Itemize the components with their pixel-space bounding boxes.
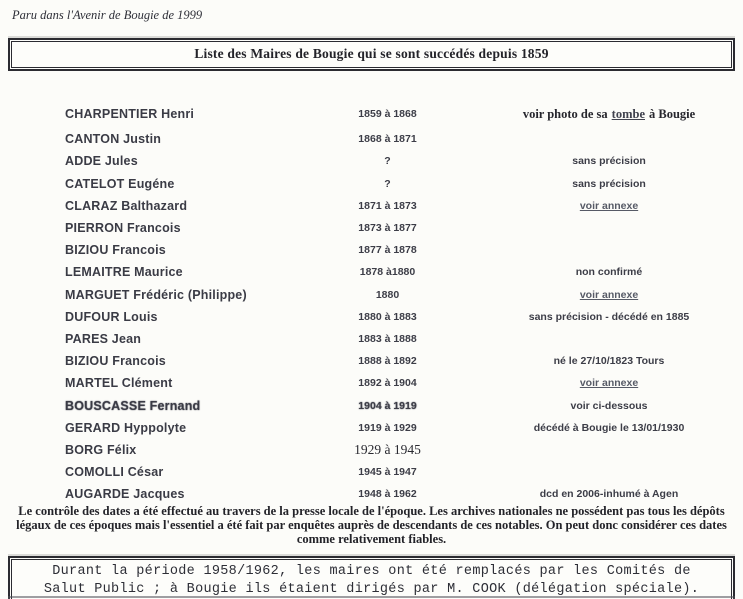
table-row: [0, 328, 743, 350]
mayor-years: 1904 à 1919: [358, 399, 417, 412]
table-row: [0, 394, 743, 416]
table-row: [0, 195, 743, 217]
mayor-name: BIZIOU Francois: [65, 243, 166, 258]
note-text: à Bougie: [649, 106, 696, 121]
mayor-years: 1878 à1880: [359, 266, 416, 279]
title-box-inner: [11, 41, 732, 68]
table-row: [0, 372, 743, 394]
mayor-name: BOUSCASSE Fernand: [65, 398, 201, 413]
table-row: [0, 173, 743, 195]
mayor-name: GERARD Hyppolyte: [65, 420, 187, 435]
mayor-note: voir ci-dessous: [570, 399, 648, 412]
mayor-years: 1883 à 1888: [358, 332, 417, 345]
table-row: [0, 417, 743, 439]
mayor-years: 1871 à 1873: [358, 199, 417, 212]
notice-line: Salut Public ; à Bougie ils étaient dirigés par M. COOK (délégation spéciale).: [43, 581, 700, 597]
table-row: [0, 483, 743, 505]
mayor-note: [475, 377, 743, 389]
mayor-name: PARES Jean: [65, 331, 142, 346]
dates-verification-note: Le contrôle des dates a été effectué au travers de la presse locale de l'époque. Les archives nationales ne possédent pas tous les dépôts légaux de ces époques mais l'essentiel a été fait par enquêtes auprès de descendants de ces notables. On peut donc considérer ces dates comme relativement fiables.: [16, 504, 727, 546]
mayor-name: COMOLLI César: [65, 465, 164, 480]
notice-box: [8, 556, 735, 599]
tombe-link[interactable]: tombe: [611, 106, 645, 121]
mayor-name: BORG Félix: [65, 442, 137, 457]
mayor-years: 1945 à 1947: [358, 466, 417, 479]
table-row: [0, 239, 743, 261]
table-row: [0, 103, 743, 125]
mayor-name: AUGARDE Jacques: [65, 487, 185, 502]
notice-box-inner: [11, 559, 732, 599]
table-row: [0, 461, 743, 483]
mayor-name: MARGUET Frédéric (Philippe): [65, 287, 247, 302]
note-text: voir photo de sa: [522, 106, 608, 121]
mayor-years: 1880 à 1883: [358, 310, 417, 323]
table-row: [0, 150, 743, 172]
mayor-years: 1919 à 1929: [358, 421, 417, 434]
mayor-note: sans précision: [572, 155, 646, 168]
mayor-note: non confirmé: [575, 266, 643, 279]
mayor-name: CHARPENTIER Henri: [65, 107, 195, 122]
table-row: [0, 350, 743, 372]
mayor-name: CANTON Justin: [65, 132, 162, 147]
mayor-note: sans précision - décédé en 1885: [528, 310, 690, 323]
voir-annexe-link[interactable]: voir annexe: [579, 199, 639, 212]
mayor-note: [475, 289, 743, 301]
voir-annexe-link[interactable]: voir annexe: [579, 288, 639, 301]
mayor-name: DUFOUR Louis: [65, 309, 158, 324]
mayor-years: ?: [384, 177, 391, 190]
mayor-years: 1868 à 1871: [358, 133, 417, 146]
mayor-name: BIZIOU Francois: [65, 354, 166, 369]
mayor-name: PIERRON Francois: [65, 221, 181, 236]
table-row: [0, 284, 743, 306]
mayor-years: 1948 à 1962: [358, 488, 417, 501]
mayor-note: décédé à Bougie le 13/01/1930: [533, 421, 685, 434]
mayor-note: sans précision: [572, 177, 646, 190]
table-row: [0, 439, 743, 461]
table-row: [0, 217, 743, 239]
mayor-name: MARTEL Clément: [65, 376, 173, 391]
source-note: Paru dans l'Avenir de Bougie de 1999: [12, 8, 203, 22]
mayors-list: [0, 103, 743, 505]
mayor-note: [475, 107, 743, 122]
table-row: [0, 306, 743, 328]
table-row: [0, 261, 743, 283]
mayor-note: né le 27/10/1823 Tours: [553, 355, 665, 368]
mayor-years: 1873 à 1877: [358, 222, 417, 235]
mayor-note: dcd en 2006-inhumé à Agen: [539, 488, 679, 501]
mayor-name: CLARAZ Balthazard: [65, 198, 188, 213]
mayor-name: ADDE Jules: [65, 154, 138, 169]
mayor-years: 1892 à 1904: [358, 377, 417, 390]
mayor-years: 1859 à 1868: [358, 108, 417, 121]
title-box: [8, 38, 735, 71]
page-title: Liste des Maires de Bougie qui se sont succédés depuis 1859: [194, 46, 549, 61]
mayor-name: LEMAITRE Maurice: [65, 265, 183, 280]
mayor-years: 1877 à 1878: [358, 244, 417, 257]
voir-annexe-link[interactable]: voir annexe: [579, 377, 639, 390]
mayor-years: ?: [384, 155, 391, 168]
mayor-years: 1880: [375, 288, 400, 301]
mayor-note: [475, 200, 743, 212]
notice-line: Durant la période 1958/1962, les maires ont été remplacés par les Comités de: [52, 564, 691, 579]
mayor-years: 1929 à 1945: [354, 441, 421, 457]
table-row: [0, 128, 743, 150]
mayor-name: CATELOT Eugéne: [65, 176, 175, 191]
mayor-years: 1888 à 1892: [358, 355, 417, 368]
